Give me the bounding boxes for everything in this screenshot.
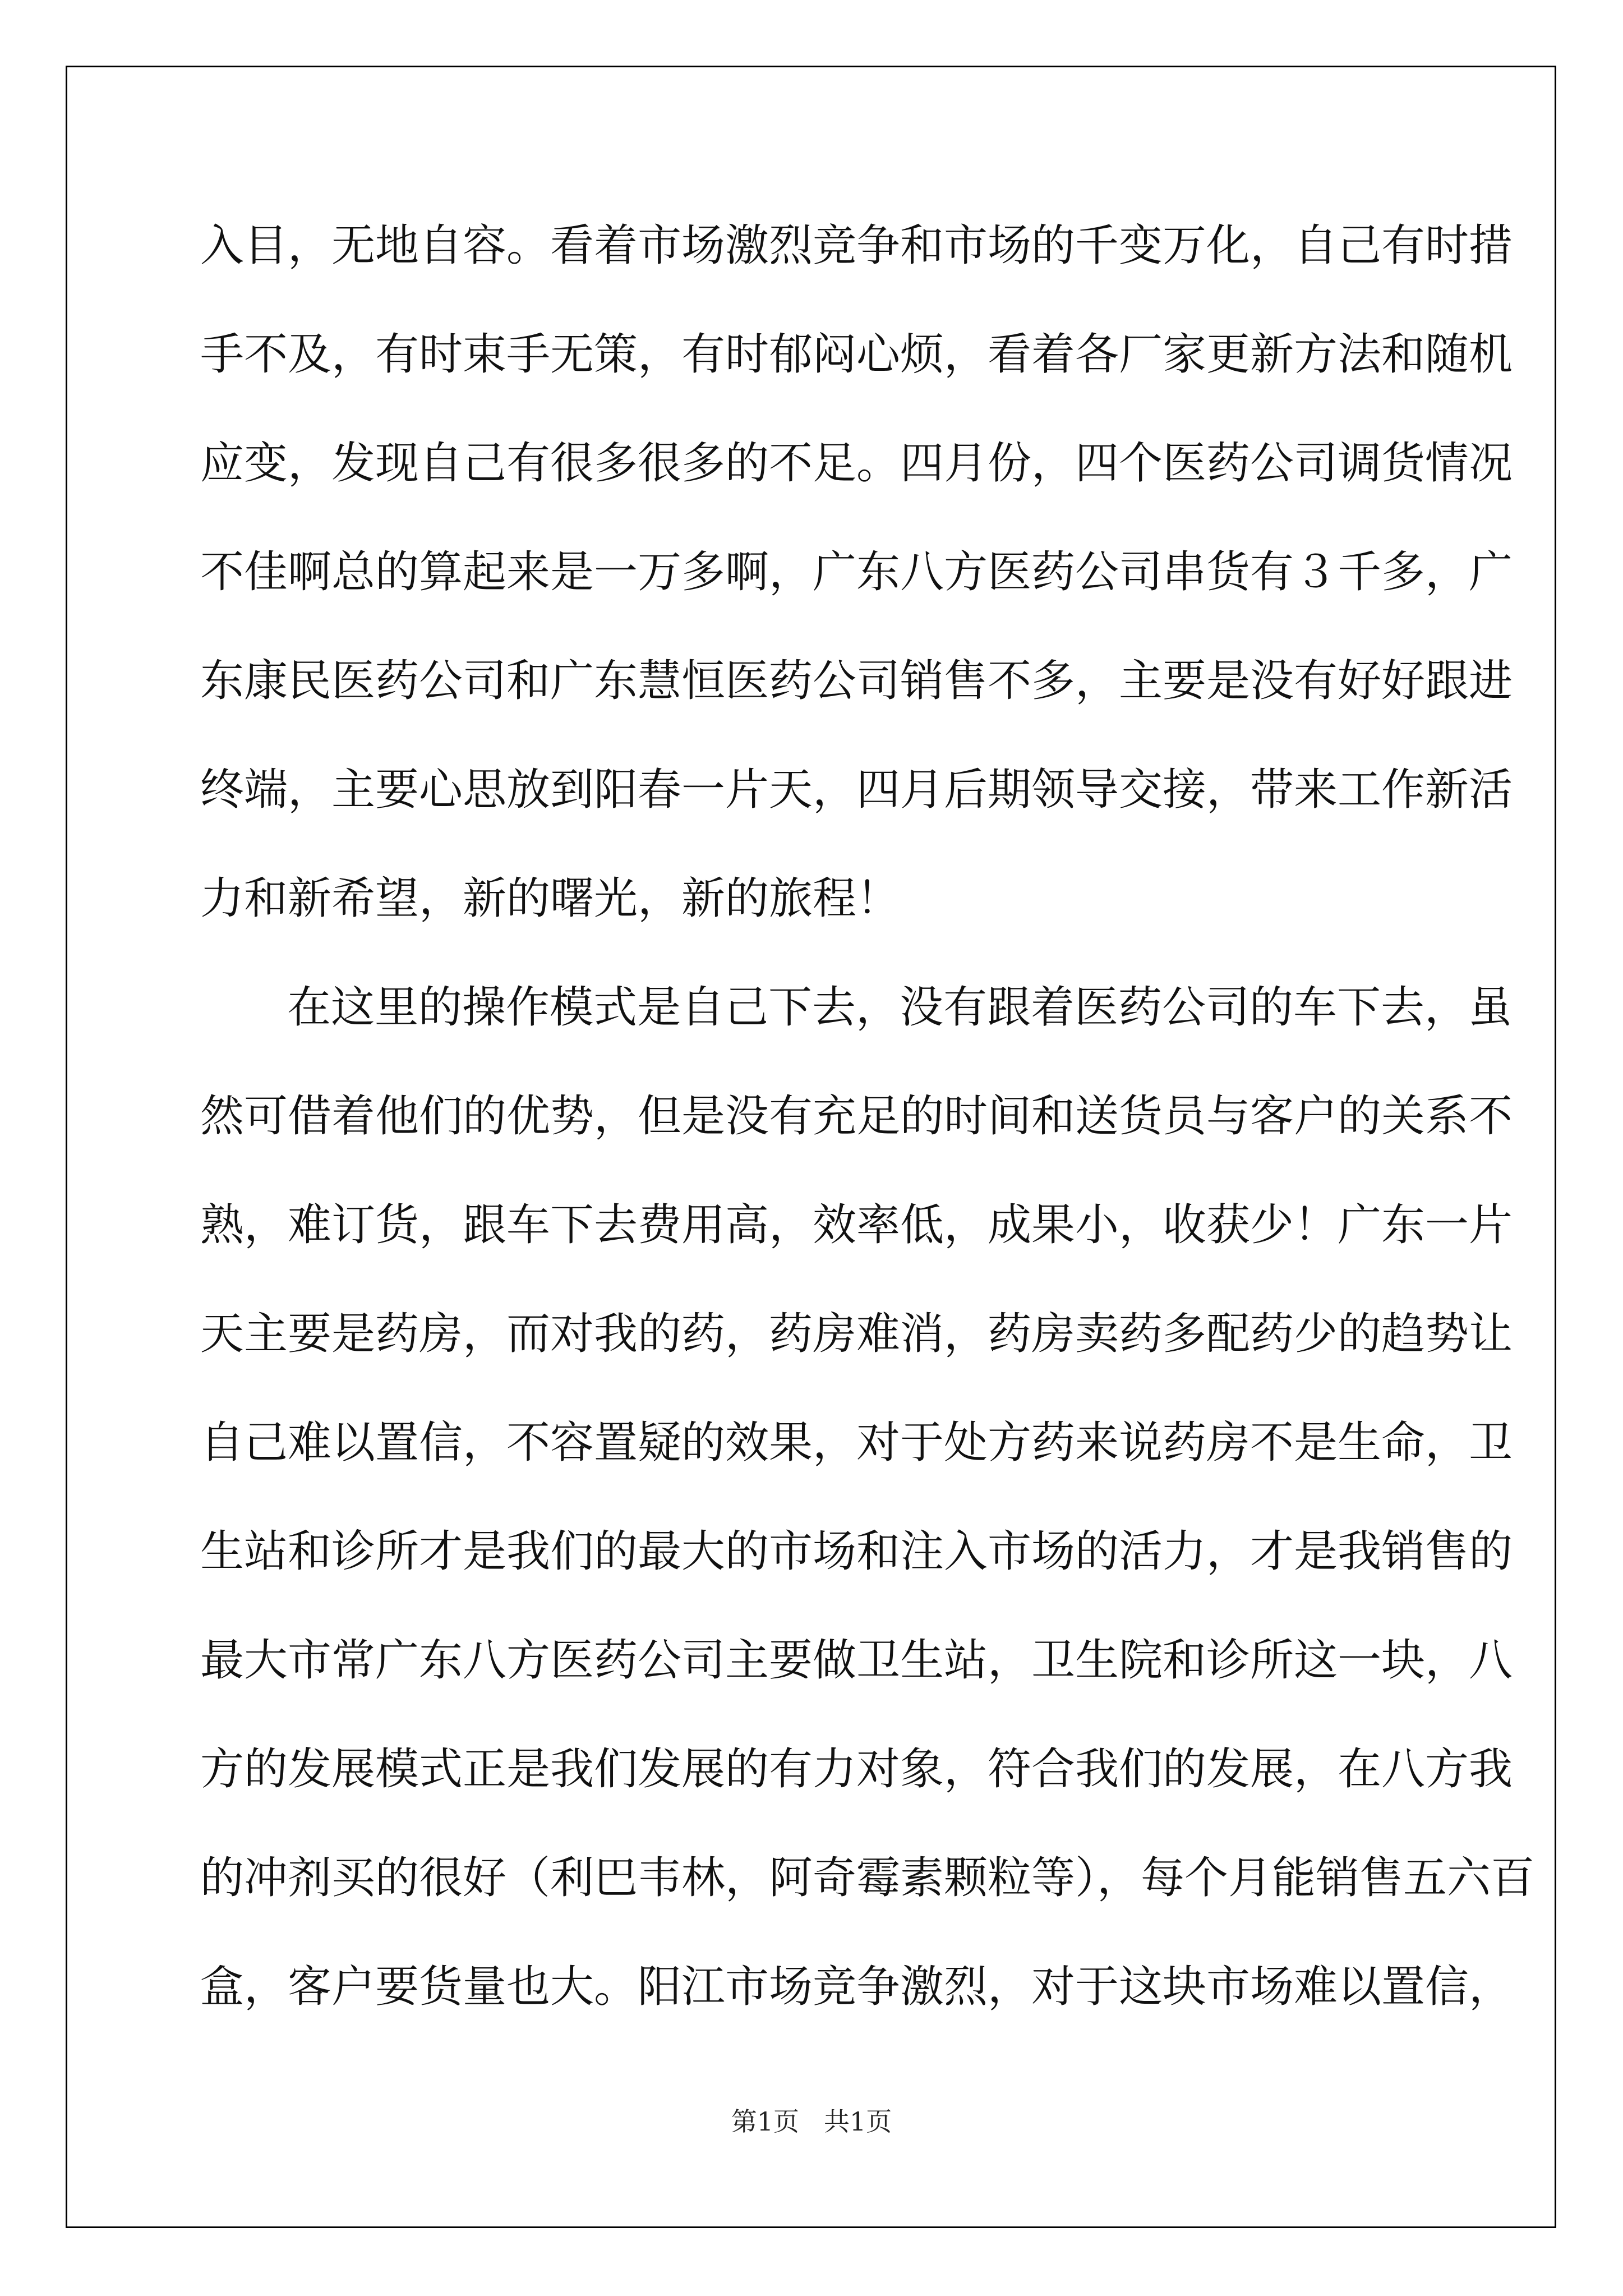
page-number: 第1页 (731, 2106, 800, 2137)
paragraph-1-line-6: 终端，主要心思放到阳春一片天，四月后期领导交接，带来工作新活 (200, 765, 1513, 815)
paragraph-2-line-4: 天主要是药房，而对我的药，药房难消，药房卖药多配药少的趋势让 (200, 1309, 1513, 1359)
paragraph-1-line-1: 入目，无地自容。看着市场激烈竞争和市场的千变万化，自己有时措 (200, 220, 1513, 271)
paragraph-2-line-5: 自己难以置信，不容置疑的效果，对于处方药来说药房不是生命，卫 (200, 1418, 1513, 1468)
paragraph-1-line-3: 应变，发现自己有很多很多的不足。四月份，四个医药公司调货情况 (200, 438, 1513, 489)
paragraph-2-line-10: 盒，客户要货量也大。阳江市场竞争激烈，对于这块市场难以置信， (200, 1962, 1513, 2012)
paragraph-2-line-1: 在这里的操作模式是自己下去，没有跟着医药公司的车下去，虽 (287, 982, 1513, 1033)
paragraph-1-line-4: 不佳啊总的算起来是一万多啊，广东八方医药公司串货有３千多，广 (200, 547, 1513, 597)
page-total: 共1页 (823, 2106, 892, 2137)
paragraph-1-line-5: 东康民医药公司和广东慧恒医药公司销售不多，主要是没有好好跟进 (200, 656, 1513, 706)
paragraph-2-line-2: 然可借着他们的优势，但是没有充足的时间和送货员与客户的关系不 (200, 1091, 1513, 1142)
paragraph-2-line-3: 熟，难订货，跟车下去费用高，效率低，成果小，收获少！广东一片 (200, 1200, 1513, 1250)
page-footer (0, 2101, 1623, 2138)
paragraph-1-line-7: 力和新希望，新的曙光，新的旅程！ (200, 873, 901, 924)
paragraph-2-line-7: 最大市常广东八方医药公司主要做卫生站，卫生院和诊所这一块，八 (200, 1635, 1513, 1686)
paragraph-2-line-9: 的冲剂买的很好（利巴韦林，阿奇霉素颗粒等），每个月能销售五六百 (200, 1853, 1535, 1903)
paragraph-2-line-6: 生站和诊所才是我们的最大的市场和注入市场的活力，才是我销售的 (200, 1526, 1513, 1577)
paragraph-1-line-2: 手不及，有时束手无策，有时郁闷心烦，看着各厂家更新方法和随机 (200, 329, 1513, 380)
paragraph-2-line-8: 方的发展模式正是我们发展的有力对象，符合我们的发展，在八方我 (200, 1744, 1513, 1795)
